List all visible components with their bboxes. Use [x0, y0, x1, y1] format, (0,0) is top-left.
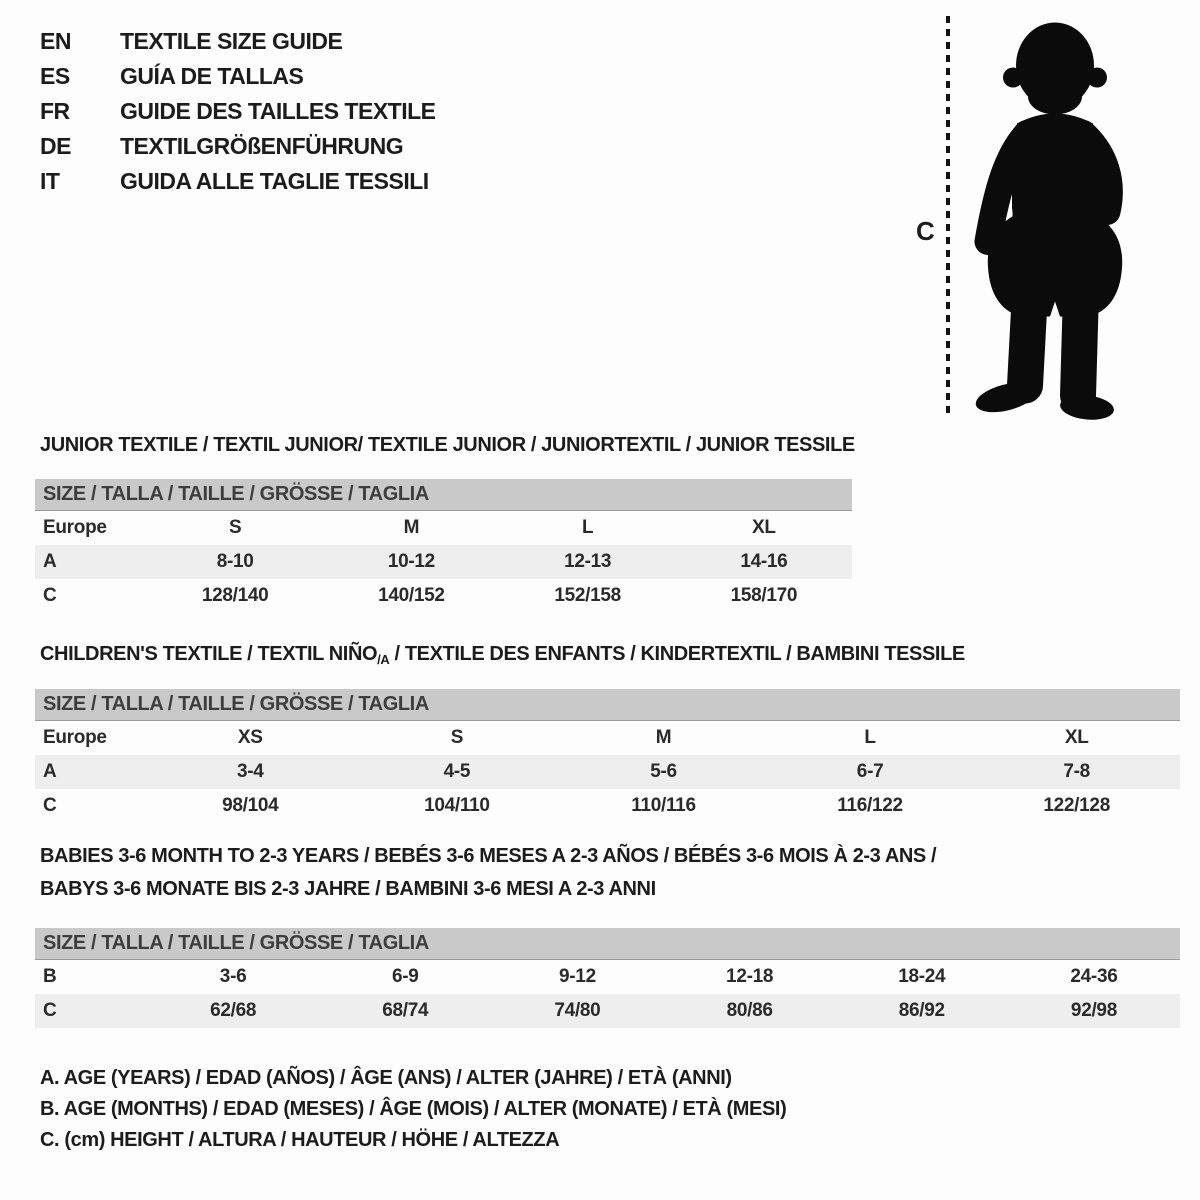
table-row [35, 994, 1180, 1028]
age-cell: 6-7 [856, 761, 884, 782]
age-cell: 14-16 [740, 551, 788, 572]
age-cell: 7-8 [1063, 761, 1090, 782]
height-cell: 86/92 [898, 1000, 945, 1021]
height-cell: 140/152 [378, 585, 445, 606]
height-cell: 122/128 [1043, 795, 1110, 816]
height-cell: 152/158 [554, 585, 621, 606]
legend-line-a: A. AGE (YEARS) / EDAD (AÑOS) / ÂGE (ANS) / ALTER (JAHRE) / ETÀ (ANNI) [40, 1067, 732, 1089]
size-cell: XL [1064, 727, 1089, 748]
age-months-cell: 3-6 [219, 966, 247, 987]
height-cell: 80/86 [726, 1000, 773, 1021]
lang-code: EN [40, 28, 71, 54]
measurement-legend [40, 1068, 786, 1161]
junior-size-table [35, 479, 852, 613]
height-measure-dashed-line [946, 16, 950, 418]
lang-row-it [40, 170, 436, 193]
age-cell: 8-10 [216, 551, 254, 572]
legend-line-c: C. (cm) HEIGHT / ALTURA / HAUTEUR / HÖHE / ALTEZZA [40, 1129, 560, 1151]
size-cell: L [864, 727, 876, 748]
height-cell: 128/140 [201, 585, 269, 606]
row-label: B [43, 966, 57, 987]
row-label: C [43, 1000, 57, 1021]
height-cell: 68/74 [382, 1000, 429, 1021]
size-cell: M [403, 517, 420, 538]
lang-code: IT [40, 168, 60, 194]
lang-row-de [40, 135, 436, 158]
children-title-main: CHILDREN'S TEXTILE / TEXTIL NIÑO [40, 643, 378, 665]
children-size-table-header: SIZE / TALLA / TAILLE / GRÖSSE / TAGLIA [35, 689, 1180, 721]
lang-code: DE [40, 133, 71, 159]
lang-title: TEXTILE SIZE GUIDE [120, 28, 343, 54]
children-section-title [40, 643, 965, 671]
junior-section-title: JUNIOR TEXTILE / TEXTIL JUNIOR/ TEXTILE JUNIOR / JUNIORTEXTIL / JUNIOR TESSILE [40, 434, 855, 456]
children-title-rest: / TEXTILE DES ENFANTS / KINDERTEXTIL / BAMBINI TESSILE [389, 643, 965, 665]
lang-row-es [40, 65, 436, 88]
row-label: C [43, 585, 57, 606]
table-row [35, 960, 1180, 994]
row-label: Europe [43, 727, 107, 748]
size-cell: L [581, 517, 594, 538]
height-cell: 62/68 [210, 1000, 257, 1021]
children-size-table [35, 689, 1180, 823]
toddler-silhouette-icon [955, 12, 1150, 420]
language-title-list [40, 30, 436, 205]
figure-measure-label: C [916, 216, 935, 246]
age-cell: 12-13 [564, 551, 612, 572]
table-row [35, 789, 1180, 823]
table-row [35, 511, 852, 545]
age-months-cell: 12-18 [726, 966, 774, 987]
table-row [35, 755, 1180, 789]
legend-line-b: B. AGE (MONTHS) / EDAD (MESES) / ÂGE (MOIS) / ALTER (MONATE) / ETÀ (MESI) [40, 1098, 787, 1120]
height-cell: 110/116 [631, 795, 696, 816]
age-cell: 4-5 [443, 761, 471, 782]
babies-section-title-line1: BABIES 3-6 MONTH TO 2-3 YEARS / BEBÉS 3-6 MESES A 2-3 AÑOS / BÉBÉS 3-6 MOIS À 2-3 ANS / [40, 845, 937, 867]
lang-row-en [40, 30, 436, 53]
size-cell: S [450, 727, 464, 748]
age-months-cell: 18-24 [898, 966, 946, 987]
row-label: Europe [43, 517, 107, 538]
row-label: C [43, 795, 57, 816]
size-cell: M [655, 727, 672, 748]
row-label: A [43, 761, 57, 782]
age-cell: 3-4 [237, 761, 264, 782]
babies-section-title-line2: BABYS 3-6 MONATE BIS 2-3 JAHRE / BAMBINI 3-6 MESI A 2-3 ANNI [40, 878, 656, 900]
size-cell: S [228, 517, 242, 538]
junior-size-table-header: SIZE / TALLA / TAILLE / GRÖSSE / TAGLIA [35, 479, 852, 511]
size-cell: XS [237, 727, 263, 748]
row-label: A [43, 551, 57, 572]
age-months-cell: 24-36 [1070, 966, 1118, 987]
lang-title: GUIDA ALLE TAGLIE TESSILI [120, 168, 429, 194]
lang-row-fr [40, 100, 436, 123]
height-cell: 104/110 [424, 795, 490, 816]
babies-size-table [35, 928, 1180, 1028]
height-cell: 158/170 [730, 585, 798, 606]
age-months-cell: 9-12 [559, 966, 596, 987]
height-cell: 74/80 [554, 1000, 601, 1021]
children-title-subscript: /A [377, 652, 390, 667]
table-row [35, 721, 1180, 755]
age-cell: 10-12 [387, 551, 435, 572]
lang-title: GUÍA DE TALLAS [120, 63, 304, 89]
height-cell: 116/122 [837, 795, 903, 816]
table-row [35, 545, 852, 579]
height-cell: 92/98 [1070, 1000, 1117, 1021]
lang-title: TEXTILGRÖßENFÜHRUNG [120, 133, 404, 159]
age-months-cell: 6-9 [391, 966, 419, 987]
lang-code: ES [40, 63, 70, 89]
lang-code: FR [40, 98, 70, 124]
size-cell: XL [752, 517, 776, 538]
height-cell: 98/104 [222, 795, 279, 816]
age-cell: 5-6 [650, 761, 677, 782]
table-row [35, 579, 852, 613]
lang-title: GUIDE DES TAILLES TEXTILE [120, 98, 436, 124]
babies-size-table-header: SIZE / TALLA / TAILLE / GRÖSSE / TAGLIA [35, 928, 1180, 960]
